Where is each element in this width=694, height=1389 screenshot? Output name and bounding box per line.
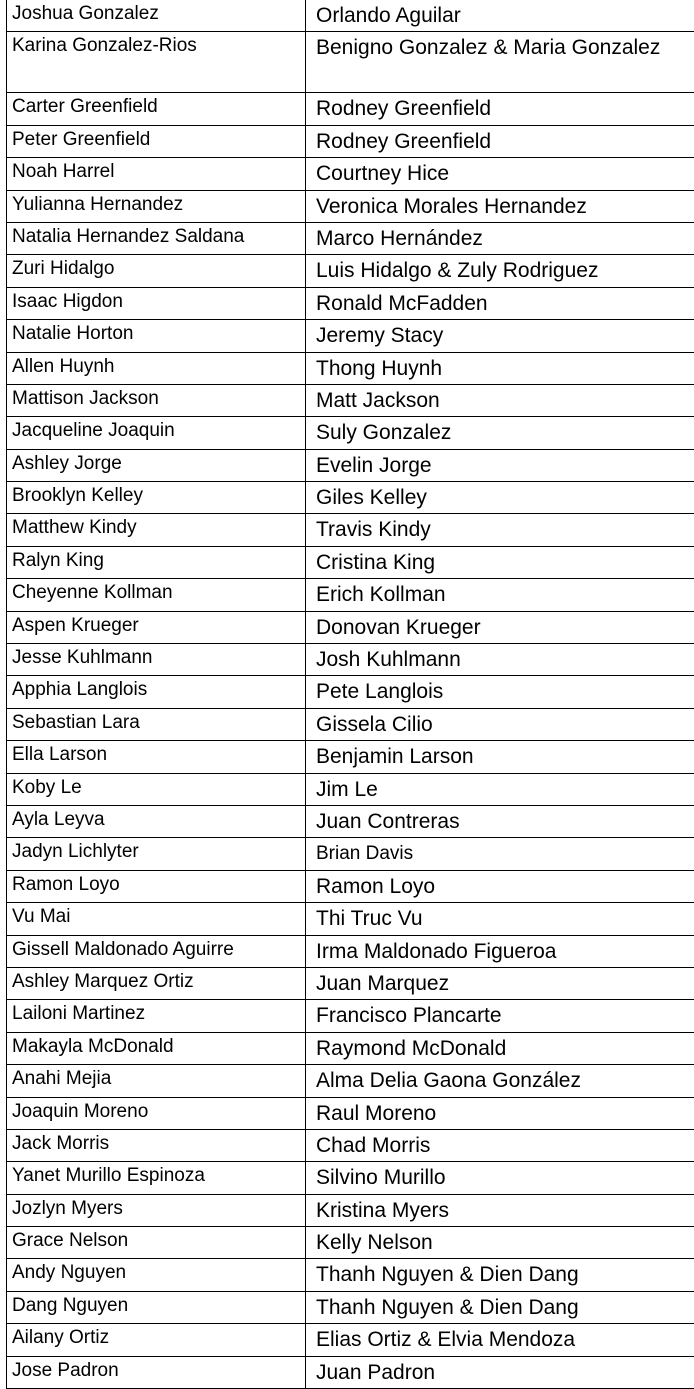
table-row bbox=[7, 0, 694, 32]
student-name-cell: Ralyn King bbox=[7, 546, 306, 578]
parent-name-cell: Kelly Nelson bbox=[306, 1227, 694, 1259]
table-row bbox=[7, 1324, 694, 1356]
student-name-cell: Zuri Hidalgo bbox=[7, 255, 306, 287]
table-row bbox=[7, 805, 694, 837]
table-row bbox=[7, 1291, 694, 1323]
student-name-cell: Cheyenne Kollman bbox=[7, 579, 306, 611]
table-row bbox=[7, 1065, 694, 1097]
student-name-cell: Jack Morris bbox=[7, 1129, 306, 1161]
table-row bbox=[7, 741, 694, 773]
table-row bbox=[7, 417, 694, 449]
student-name-cell: Ayla Leyva bbox=[7, 805, 306, 837]
parent-name-cell: Orlando Aguilar bbox=[306, 0, 694, 32]
table-row bbox=[7, 1356, 694, 1388]
parent-name-cell: Thanh Nguyen & Dien Dang bbox=[306, 1291, 694, 1323]
student-name-cell: Ashley Jorge bbox=[7, 449, 306, 481]
student-name-cell: Vu Mai bbox=[7, 903, 306, 935]
parent-name-cell: Chad Morris bbox=[306, 1129, 694, 1161]
table-row bbox=[7, 870, 694, 902]
parent-name-cell: Raymond McDonald bbox=[306, 1032, 694, 1064]
table-row bbox=[7, 1227, 694, 1259]
parent-name-cell: Jeremy Stacy bbox=[306, 320, 694, 352]
table-row bbox=[7, 93, 694, 125]
parent-name-cell: Gissela Cilio bbox=[306, 708, 694, 740]
parent-name-cell: Pete Langlois bbox=[306, 676, 694, 708]
parent-name-cell: Juan Padron bbox=[306, 1356, 694, 1388]
student-name-cell: Jozlyn Myers bbox=[7, 1194, 306, 1226]
parent-name-cell: Benjamin Larson bbox=[306, 741, 694, 773]
parent-name-cell: Evelin Jorge bbox=[306, 449, 694, 481]
student-name-cell: Gissell Maldonado Aguirre bbox=[7, 935, 306, 967]
table-row bbox=[7, 320, 694, 352]
parent-name-cell: Suly Gonzalez bbox=[306, 417, 694, 449]
parent-name-cell: Benigno Gonzalez & Maria Gonzalez bbox=[306, 32, 694, 93]
table-row bbox=[7, 935, 694, 967]
student-name-cell: Lailoni Martinez bbox=[7, 1000, 306, 1032]
parent-name-cell: Rodney Greenfield bbox=[306, 93, 694, 125]
parent-name-cell: Francisco Plancarte bbox=[306, 1000, 694, 1032]
student-name-cell: Sebastian Lara bbox=[7, 708, 306, 740]
student-name-cell: Koby Le bbox=[7, 773, 306, 805]
student-name-cell: Andy Nguyen bbox=[7, 1259, 306, 1291]
table-row bbox=[7, 222, 694, 254]
table-row bbox=[7, 546, 694, 578]
student-name-cell: Noah Harrel bbox=[7, 158, 306, 190]
student-name-cell: Ashley Marquez Ortiz bbox=[7, 967, 306, 999]
student-parent-table bbox=[6, 0, 694, 1389]
parent-name-cell: Ramon Loyo bbox=[306, 870, 694, 902]
parent-name-cell: Juan Marquez bbox=[306, 967, 694, 999]
parent-name-cell: Marco Hernández bbox=[306, 222, 694, 254]
table-row bbox=[7, 1162, 694, 1194]
student-name-cell: Jacqueline Joaquin bbox=[7, 417, 306, 449]
student-name-cell: Isaac Higdon bbox=[7, 287, 306, 319]
table-row bbox=[7, 32, 694, 93]
student-name-cell: Ella Larson bbox=[7, 741, 306, 773]
parent-name-cell: Travis Kindy bbox=[306, 514, 694, 546]
table-row bbox=[7, 838, 694, 870]
student-name-cell: Yanet Murillo Espinoza bbox=[7, 1162, 306, 1194]
parent-name-cell: Raul Moreno bbox=[306, 1097, 694, 1129]
table-row bbox=[7, 708, 694, 740]
table-row bbox=[7, 1194, 694, 1226]
table-row bbox=[7, 352, 694, 384]
parent-name-cell: Erich Kollman bbox=[306, 579, 694, 611]
table-row bbox=[7, 1032, 694, 1064]
table-row bbox=[7, 190, 694, 222]
student-name-cell: Joaquin Moreno bbox=[7, 1097, 306, 1129]
parent-name-cell: Rodney Greenfield bbox=[306, 125, 694, 157]
student-name-cell: Aspen Krueger bbox=[7, 611, 306, 643]
parent-name-cell: Veronica Morales Hernandez bbox=[306, 190, 694, 222]
parent-name-cell: Ronald McFadden bbox=[306, 287, 694, 319]
student-name-cell: Jose Padron bbox=[7, 1356, 306, 1388]
student-name-cell: Matthew Kindy bbox=[7, 514, 306, 546]
student-name-cell: Yulianna Hernandez bbox=[7, 190, 306, 222]
table-row bbox=[7, 125, 694, 157]
parent-name-cell: Elias Ortiz & Elvia Mendoza bbox=[306, 1324, 694, 1356]
student-name-cell: Ramon Loyo bbox=[7, 870, 306, 902]
table-row bbox=[7, 1259, 694, 1291]
student-name-cell: Carter Greenfield bbox=[7, 93, 306, 125]
table-row bbox=[7, 1097, 694, 1129]
student-name-cell: Anahi Mejia bbox=[7, 1065, 306, 1097]
table-row bbox=[7, 676, 694, 708]
parent-name-cell: Luis Hidalgo & Zuly Rodriguez bbox=[306, 255, 694, 287]
student-name-cell: Natalie Horton bbox=[7, 320, 306, 352]
parent-name-cell: Thanh Nguyen & Dien Dang bbox=[306, 1259, 694, 1291]
student-name-cell: Ailany Ortiz bbox=[7, 1324, 306, 1356]
student-name-cell: Jadyn Lichlyter bbox=[7, 838, 306, 870]
parent-name-cell: Donovan Krueger bbox=[306, 611, 694, 643]
parent-name-cell: Giles Kelley bbox=[306, 482, 694, 514]
table-row bbox=[7, 255, 694, 287]
student-name-cell: Peter Greenfield bbox=[7, 125, 306, 157]
table-row bbox=[7, 773, 694, 805]
parent-name-cell: Matt Jackson bbox=[306, 384, 694, 416]
student-name-cell: Dang Nguyen bbox=[7, 1291, 306, 1323]
table-row bbox=[7, 644, 694, 676]
table-row bbox=[7, 158, 694, 190]
table-row bbox=[7, 579, 694, 611]
parent-name-cell: Kristina Myers bbox=[306, 1194, 694, 1226]
table-row bbox=[7, 1000, 694, 1032]
table-row bbox=[7, 287, 694, 319]
table-row bbox=[7, 514, 694, 546]
parent-name-cell: Irma Maldonado Figueroa bbox=[306, 935, 694, 967]
student-name-cell: Natalia Hernandez Saldana bbox=[7, 222, 306, 254]
student-name-cell: Grace Nelson bbox=[7, 1227, 306, 1259]
table-row bbox=[7, 967, 694, 999]
student-name-cell: Allen Huynh bbox=[7, 352, 306, 384]
parent-name-cell: Thi Truc Vu bbox=[306, 903, 694, 935]
table-body bbox=[7, 0, 694, 1389]
table-row bbox=[7, 903, 694, 935]
parent-name-cell: Silvino Murillo bbox=[306, 1162, 694, 1194]
student-name-cell: Joshua Gonzalez bbox=[7, 0, 306, 32]
table-row bbox=[7, 611, 694, 643]
table-row bbox=[7, 384, 694, 416]
student-name-cell: Makayla McDonald bbox=[7, 1032, 306, 1064]
parent-name-cell: Cristina King bbox=[306, 546, 694, 578]
student-name-cell: Karina Gonzalez-Rios bbox=[7, 32, 306, 93]
student-name-cell: Apphia Langlois bbox=[7, 676, 306, 708]
parent-name-cell: Alma Delia Gaona González bbox=[306, 1065, 694, 1097]
parent-name-cell: Jim Le bbox=[306, 773, 694, 805]
student-name-cell: Mattison Jackson bbox=[7, 384, 306, 416]
student-name-cell: Brooklyn Kelley bbox=[7, 482, 306, 514]
parent-name-cell: Brian Davis bbox=[306, 838, 694, 870]
parent-name-cell: Josh Kuhlmann bbox=[306, 644, 694, 676]
student-name-cell: Jesse Kuhlmann bbox=[7, 644, 306, 676]
table-row bbox=[7, 482, 694, 514]
parent-name-cell: Juan Contreras bbox=[306, 805, 694, 837]
table-row bbox=[7, 1129, 694, 1161]
parent-name-cell: Courtney Hice bbox=[306, 158, 694, 190]
parent-name-cell: Thong Huynh bbox=[306, 352, 694, 384]
table-row bbox=[7, 449, 694, 481]
